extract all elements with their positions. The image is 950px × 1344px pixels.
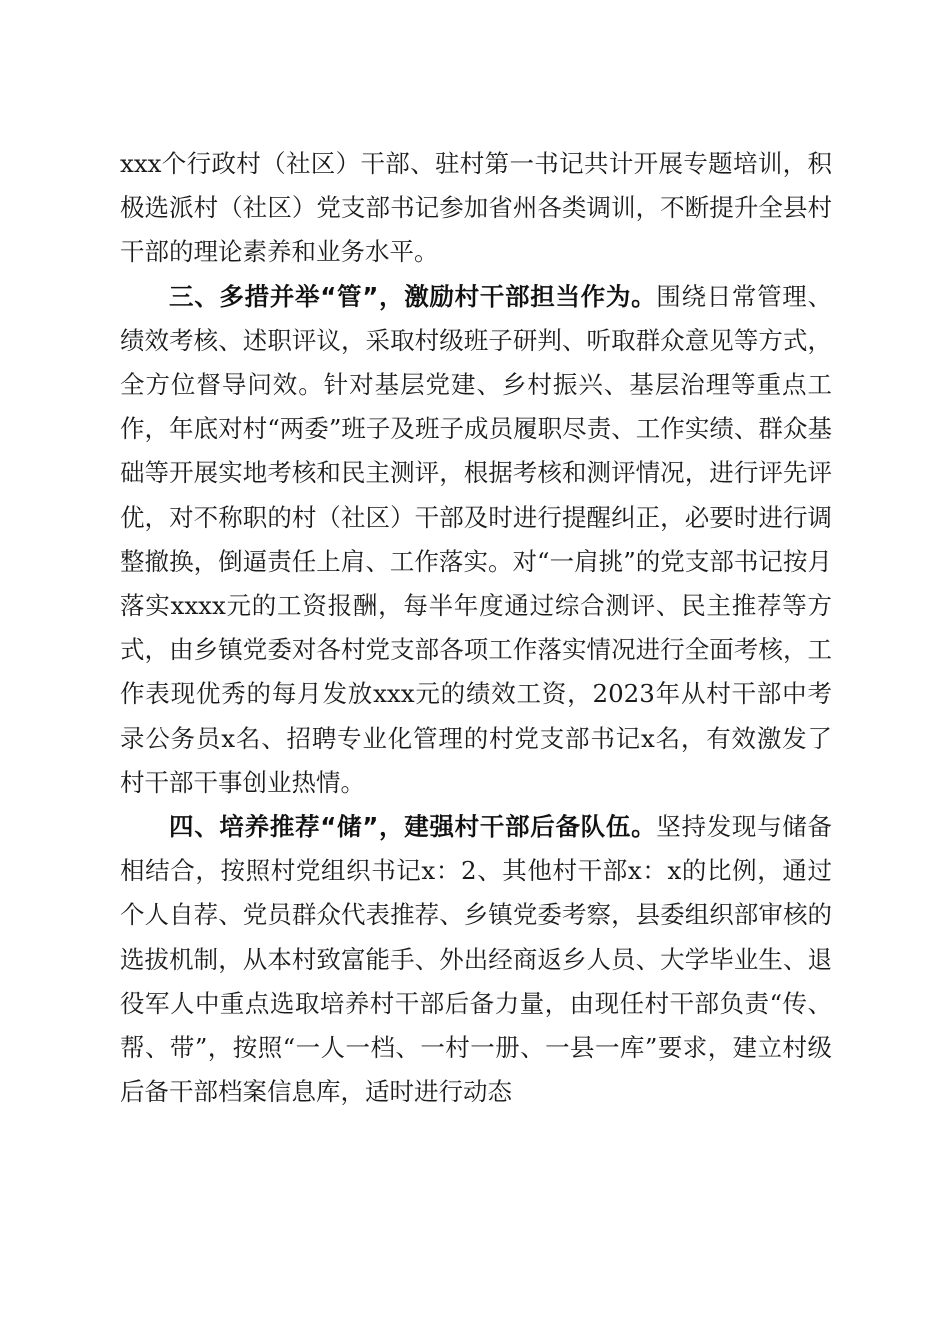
paragraph-text: 坚持发现与储备相结合，按照村党组织书记x：2、其他村干部x：x的比例，通过个人自荐、党员群众代表推荐、乡镇党委考察，县委组织部审核的选拔机制，从本村致富能手、外出经商返乡人员、大学毕业生、退役军人中重点选取培养村干部后备力量，由现任村干部负责“传、帮、带”，按照“一人一档、一村一册、一县一库”要求，建立村级后备干部档案信息库，适时进行动态 (120, 812, 833, 1107)
paragraph-section-three (120, 275, 832, 805)
section-heading: 四、培养推荐“储”，建强村干部后备队伍。 (169, 812, 657, 842)
paragraph-text: xxx个行政村（社区）干部、驻村第一书记共计开展专题培训，积极选派村（社区）党支部书记参加省州各类调训，不断提升全县村干部的理论素养和业务水平。 (120, 149, 832, 267)
paragraph-continuation (120, 142, 832, 275)
paragraph-section-four (120, 805, 832, 1114)
paragraph-text: 围绕日常管理、绩效考核、述职评议，采取村级班子研判、听取群众意见等方式，全方位督导问效。针对基层党建、乡村振兴、基层治理等重点工作，年底对村“两委”班子及班子成员履职尽责、工作实绩、群众基础等开展实地考核和民主测评，根据考核和测评情况，进行评先评优，对不称职的村（社区）干部及时进行提醒纠正，必要时进行调整撤换，倒逼责任上肩、工作落实。对“一肩挑”的党支部书记按月落实xxxx元的工资报酬，每半年度通过综合测评、民主推荐等方式，由乡镇党委对各村党支部各项工作落实情况进行全面考核，工作表现优秀的每月发放xxx元的绩效工资，2023年从村干部中考录公务员x名、招聘专业化管理的村党支部书记x名，有效激发了村干部干事创业热情。 (120, 281, 833, 797)
section-heading: 三、多措并举“管”，激励村干部担当作为。 (169, 281, 657, 311)
document-body (120, 142, 832, 1114)
